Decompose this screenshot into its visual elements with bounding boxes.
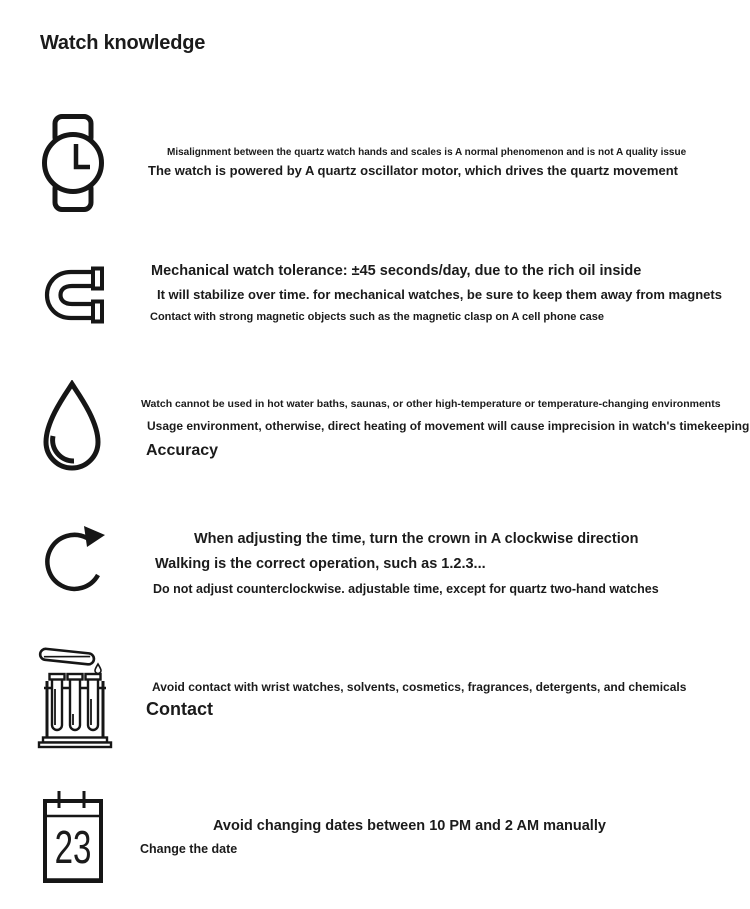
page-title: Watch knowledge <box>40 32 206 54</box>
quartz-main-text: The watch is powered by A quartz oscillator motor, which drives the quartz movement <box>148 163 678 178</box>
test-tubes-icon <box>36 641 114 749</box>
magnet-icon <box>42 261 106 331</box>
adjust-note-text: Do not adjust counterclockwise. adjustable time, except for quartz two-hand watches <box>153 582 659 596</box>
date-main-text: Avoid changing dates between 10 PM and 2 AM manually <box>213 818 606 834</box>
magnet-main-text: Mechanical watch tolerance: ±45 seconds/day, due to the rich oil inside <box>151 263 642 279</box>
accuracy-sub-text: Usage environment, otherwise, direct heating of movement will cause imprecision in watch's timekeeping <box>147 419 750 433</box>
adjust-sub-text: Walking is the correct operation, such as 1.2.3... <box>155 556 486 572</box>
wristwatch-icon <box>40 113 106 213</box>
clockwise-arrow-icon <box>41 521 107 603</box>
date-heading: Change the date <box>140 842 238 856</box>
accuracy-heading: Accuracy <box>146 442 219 459</box>
magnet-sub-text: It will stabilize over time. for mechanical watches, be sure to keep them away from magnets <box>157 287 722 302</box>
accuracy-note-text: Watch cannot be used in hot water baths, saunas, or other high-temperature or temperature-changing environments <box>141 398 721 410</box>
calendar-day-number: 23 <box>54 821 92 873</box>
magnet-note-text: Contact with strong magnetic objects such as the magnetic clasp on A cell phone case <box>150 311 604 323</box>
adjust-main-text: When adjusting the time, turn the crown in A clockwise direction <box>194 531 639 547</box>
quartz-note-text: Misalignment between the quartz watch hands and scales is A normal phenomenon and is not A quality issue <box>167 147 687 158</box>
water-drop-icon <box>40 380 104 475</box>
contact-note-text: Avoid contact with wrist watches, solvents, cosmetics, fragrances, detergents, and chemicals <box>152 680 687 694</box>
contact-heading: Contact <box>146 699 213 719</box>
